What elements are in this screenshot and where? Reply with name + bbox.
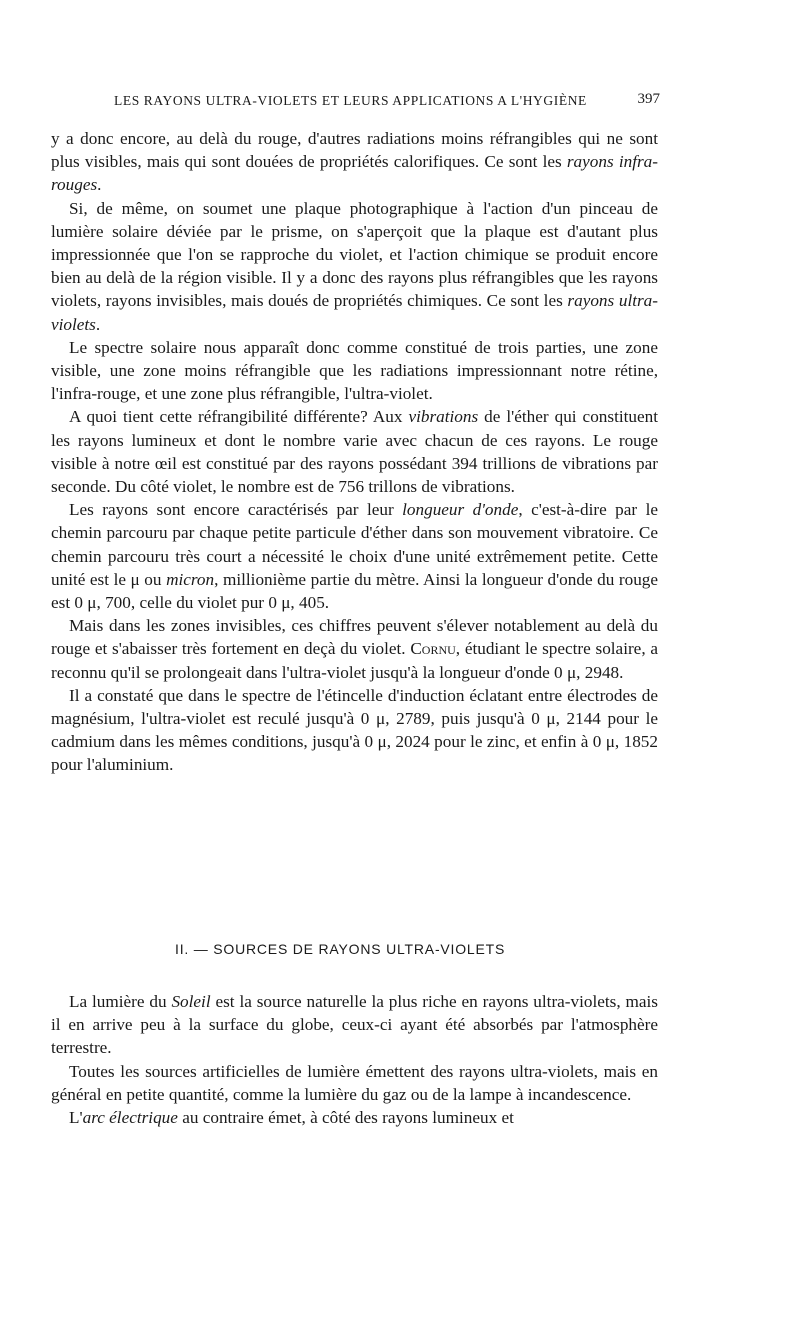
paragraph: Toutes les sources artificielles de lumière émettent des rayons ultra-violets, mais en général en petite quantité, comme la lumière du gaz ou de la lampe à incandescence. [51, 1061, 658, 1104]
page-number: 397 [637, 91, 660, 107]
paragraph: Il a constaté que dans le spectre de l'étincelle d'induction éclatant entre électrodes de magnésium, l'ultra-violet est reculé jusqu'à 0 μ, 2789, puis jusqu'à 0 μ, 2144 pour le cadmium dans les mêmes conditions, jusqu'à 0 μ, 2024 pour le zinc, et enfin à 0 μ, 1852 pour l'aluminium. [51, 685, 658, 775]
author-name: Cornu [410, 639, 456, 659]
paragraph: Si, de même, on soumet une plaque photographique à l'action d'un pinceau de lumière solaire déviée par le prisme, on s'aperçoit que la plaque est d'autant plus impressionnée que l'on se rapproche du violet, et l'action chimique se produit encore bien au delà de la région visible. Il y a donc des rayons plus réfrangibles que les rayons violets, rayons invisibles, mais doués de propriétés chimiques. Ce sont les rayons ultra-violets. [51, 198, 658, 334]
text-body-section [51, 990, 658, 1129]
text-body [51, 127, 658, 777]
paragraph: La lumière du Soleil est la source naturelle la plus riche en rayons ultra-violets, mais il en arrive peu à la surface du globe, ceux-ci ayant été absorbés par l'atmosphère terrestre. [51, 992, 658, 1058]
paragraph: Mais dans les zones invisibles, ces chiffres peuvent s'élever notablement au delà du rouge et s'abaisser très fortement en deçà du violet. Cornu, étudiant le spectre solaire, a reconnu qu'il se prolongeait dans l'ultra-violet jusqu'à la longueur d'onde 0 μ, 2948. [51, 616, 658, 682]
paragraph: A quoi tient cette réfrangibilité différente? Aux vibrations de l'éther qui constituent les rayons lumineux et dont le nombre varie avec chacun de ces rayons. Le rouge visible à notre œil est constitué par des rayons possédant 394 trillions de vibrations par seconde. Du côté violet, le nombre est de 756 trillons de vibrations. [51, 407, 658, 497]
paragraph: Les rayons sont encore caractérisés par leur longueur d'onde, c'est-à-dire par le chemin parcouru par chaque petite particule d'éther dans son mouvement vibratoire. Ce chemin parcouru très court a nécessité le choix d'une unité extrêmement petite. Cette unité est le μ ou micron, millionième partie du mètre. Ainsi la longueur d'onde du rouge est 0 μ, 700, celle du violet pur 0 μ, 405. [51, 500, 659, 613]
paragraph: L'arc électrique au contraire émet, à côté des rayons lumineux et [69, 1108, 514, 1128]
paragraph: Le spectre solaire nous apparaît donc comme constitué de trois parties, une zone visible, une zone moins réfrangible que les radiations impressionnant notre rétine, l'infra-rouge, et une zone plus réfrangible, l'ultra-violet. [51, 337, 658, 404]
section-heading: II. — SOURCES DE RAYONS ULTRA-VIOLETS [175, 941, 506, 957]
paragraph: y a donc encore, au delà du rouge, d'autres radiations moins réfrangibles qui ne sont plus visibles, mais qui sont douées de propriétés calorifiques. Ce sont les rayons infra-rouges. [51, 129, 658, 195]
running-title: LES RAYONS ULTRA-VIOLETS ET LEURS APPLICATIONS A L'HYGIÈNE [114, 93, 587, 108]
